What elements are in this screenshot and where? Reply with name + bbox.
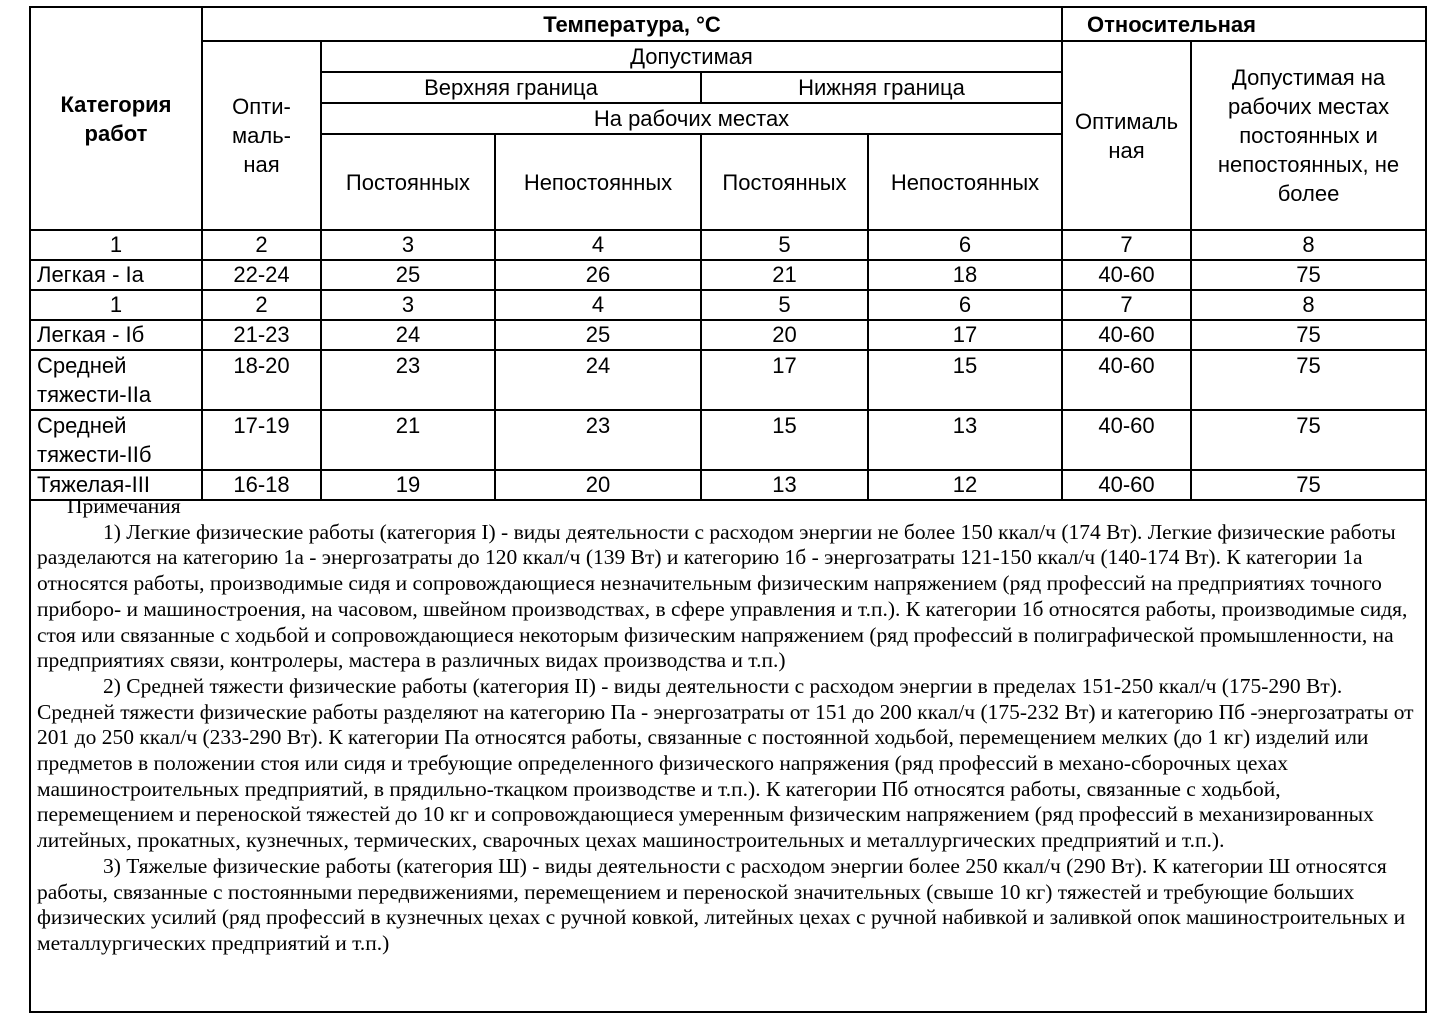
row-lower-permanent: 15 bbox=[701, 410, 868, 470]
row-lower-permanent: 5 bbox=[701, 290, 868, 320]
notes-section bbox=[37, 494, 1421, 957]
row-upper-permanent: 25 bbox=[321, 260, 495, 290]
column-number: 1 bbox=[30, 230, 202, 260]
row-humidity-permissible: 75 bbox=[1191, 470, 1426, 500]
header-nonpermanent-upper: Непостоянных bbox=[495, 134, 701, 230]
row-optimal: 17-19 bbox=[202, 410, 321, 470]
row-upper-nonpermanent: 20 bbox=[495, 470, 701, 500]
row-humidity-optimal: 7 bbox=[1062, 290, 1191, 320]
row-category: Средней тяжести-IIб bbox=[30, 410, 202, 470]
note-paragraph-2: 2) Средней тяжести физические работы (категория II) - виды деятельности с расходом энергии в пределах 151-250 ккал/ч (175-290 Вт). Средней тяжести физические работы разделяют на категорию Па - энергозатраты от 151 до 200 ккал/ч (175-232 Вт) и категорию Пб -энергозатраты от 201 до 250 ккал/ч (233-290 Вт). К категории Па относятся работы, связанные с постоянной ходьбой, перемещением мелких (до 1 кг) изделий или предметов в положении стоя или сидя и требующие определенного физического напряжения (ряд профессий в механо-сборочных цехах машиностроительных предприятий, в прядильно-ткацком производстве и т.п.). К категории Пб относятся работы, связанные с ходьбой, перемещением и переноской тяжестей до 10 кг и сопровождающиеся умеренным физическим напряжением (ряд профессий в механизированных литейных, прокатных, кузнечных, термических, сварочных цехах машиностроительных и металлургических предприятий и т.п.). bbox=[37, 673, 1414, 853]
table-row bbox=[30, 410, 1426, 470]
header-nonpermanent-lower: Непостоянных bbox=[868, 134, 1062, 230]
row-category: Легкая - Iб bbox=[30, 320, 202, 350]
header-humidity: Относительная bbox=[1062, 7, 1426, 41]
row-humidity-optimal: 40-60 bbox=[1062, 260, 1191, 290]
row-humidity-optimal: 40-60 bbox=[1062, 470, 1191, 500]
microclimate-table bbox=[29, 6, 1427, 501]
row-upper-nonpermanent: 23 bbox=[495, 410, 701, 470]
row-category: 1 bbox=[30, 290, 202, 320]
table-row bbox=[30, 290, 1426, 320]
row-humidity-permissible: 75 bbox=[1191, 410, 1426, 470]
row-upper-nonpermanent: 26 bbox=[495, 260, 701, 290]
header-permissible-humidity: Допустимая на рабочих местах постоянных и непостоянных, не более bbox=[1191, 41, 1426, 230]
row-upper-permanent: 23 bbox=[321, 350, 495, 410]
row-optimal: 16-18 bbox=[202, 470, 321, 500]
row-lower-nonpermanent: 6 bbox=[868, 290, 1062, 320]
notes-title: Примечания bbox=[67, 494, 181, 518]
row-category: Средней тяжести-IIа bbox=[30, 350, 202, 410]
header-category: Категория работ bbox=[30, 7, 202, 230]
column-number: 7 bbox=[1062, 230, 1191, 260]
header-permissible: Допустимая bbox=[321, 41, 1062, 72]
row-humidity-optimal: 40-60 bbox=[1062, 320, 1191, 350]
row-optimal: 22-24 bbox=[202, 260, 321, 290]
column-number-row bbox=[30, 230, 1426, 260]
header-lower-bound: Нижняя граница bbox=[701, 72, 1062, 103]
note-paragraph-1: 1) Легкие физические работы (категория I) - виды деятельности с расходом энергии не более 150 ккал/ч (174 Вт). Легкие физические работы разделаются на категорию 1а - энергозатраты до 120 ккал/ч (139 Вт) и категорию 1б - энергозатраты 121-150 ккал/ч (140-174 Вт). К категории 1а относятся работы, производимые сидя и сопровождающиеся незначительным физическим напряжением (ряд профессий на предприятиях точного приборо- и машиностроения, на часовом, швейном производствах, в сфере управления и т.п.). К категории 1б относятся работы, производимые сидя, стоя или связанные с ходьбой и сопровождающиеся некоторым физическим напряжением (ряд профессий в полиграфической промышленности, на предприятиях связи, контролеры, мастера в различных видах производства и т.п.) bbox=[37, 519, 1408, 673]
column-number: 3 bbox=[321, 230, 495, 260]
row-optimal: 2 bbox=[202, 290, 321, 320]
row-upper-nonpermanent: 4 bbox=[495, 290, 701, 320]
row-category: Тяжелая-III bbox=[30, 470, 202, 500]
row-optimal: 21-23 bbox=[202, 320, 321, 350]
row-upper-permanent: 24 bbox=[321, 320, 495, 350]
header-permanent-lower: Постоянных bbox=[701, 134, 868, 230]
row-lower-permanent: 20 bbox=[701, 320, 868, 350]
column-number: 5 bbox=[701, 230, 868, 260]
row-optimal: 18-20 bbox=[202, 350, 321, 410]
row-upper-permanent: 21 bbox=[321, 410, 495, 470]
header-permanent-upper: Постоянных bbox=[321, 134, 495, 230]
column-number: 4 bbox=[495, 230, 701, 260]
table-row bbox=[30, 320, 1426, 350]
column-number: 8 bbox=[1191, 230, 1426, 260]
row-upper-nonpermanent: 25 bbox=[495, 320, 701, 350]
row-lower-permanent: 21 bbox=[701, 260, 868, 290]
row-category: Легкая - Iа bbox=[30, 260, 202, 290]
header-upper-bound: Верхняя граница bbox=[321, 72, 701, 103]
row-lower-nonpermanent: 18 bbox=[868, 260, 1062, 290]
row-lower-permanent: 13 bbox=[701, 470, 868, 500]
header-workplaces: На рабочих местах bbox=[321, 103, 1062, 134]
row-humidity-permissible: 75 bbox=[1191, 260, 1426, 290]
row-upper-nonpermanent: 24 bbox=[495, 350, 701, 410]
note-paragraph-3: 3) Тяжелые физические работы (категория Ш) - виды деятельности с расходом энергии более 250 ккал/ч (290 Вт). К категории Ш относятся работы, связанные с постоянными передвижениями, перемещением и переноской значительных (свыше 10 кг) тяжестей и требующие больших физических усилий (ряд профессий в кузнечных цехах с ручной ковкой, литейных цехах с ручной набивкой и заливкой опок машиностроительных и металлургических предприятий и т.п.) bbox=[37, 853, 1406, 955]
column-number: 2 bbox=[202, 230, 321, 260]
row-humidity-permissible: 75 bbox=[1191, 320, 1426, 350]
row-humidity-optimal: 40-60 bbox=[1062, 410, 1191, 470]
header-temperature: Температура, °С bbox=[202, 7, 1062, 41]
column-number: 6 bbox=[868, 230, 1062, 260]
row-lower-nonpermanent: 12 bbox=[868, 470, 1062, 500]
row-lower-nonpermanent: 17 bbox=[868, 320, 1062, 350]
row-humidity-permissible: 75 bbox=[1191, 350, 1426, 410]
header-optimal-humidity: Оптималь ная bbox=[1062, 41, 1191, 230]
table-row bbox=[30, 350, 1426, 410]
header-optimal-temp: Опти-маль-ная bbox=[202, 41, 321, 230]
row-humidity-permissible: 8 bbox=[1191, 290, 1426, 320]
row-lower-nonpermanent: 13 bbox=[868, 410, 1062, 470]
row-lower-nonpermanent: 15 bbox=[868, 350, 1062, 410]
row-upper-permanent: 19 bbox=[321, 470, 495, 500]
row-upper-permanent: 3 bbox=[321, 290, 495, 320]
table-row bbox=[30, 260, 1426, 290]
row-lower-permanent: 17 bbox=[701, 350, 868, 410]
row-humidity-optimal: 40-60 bbox=[1062, 350, 1191, 410]
